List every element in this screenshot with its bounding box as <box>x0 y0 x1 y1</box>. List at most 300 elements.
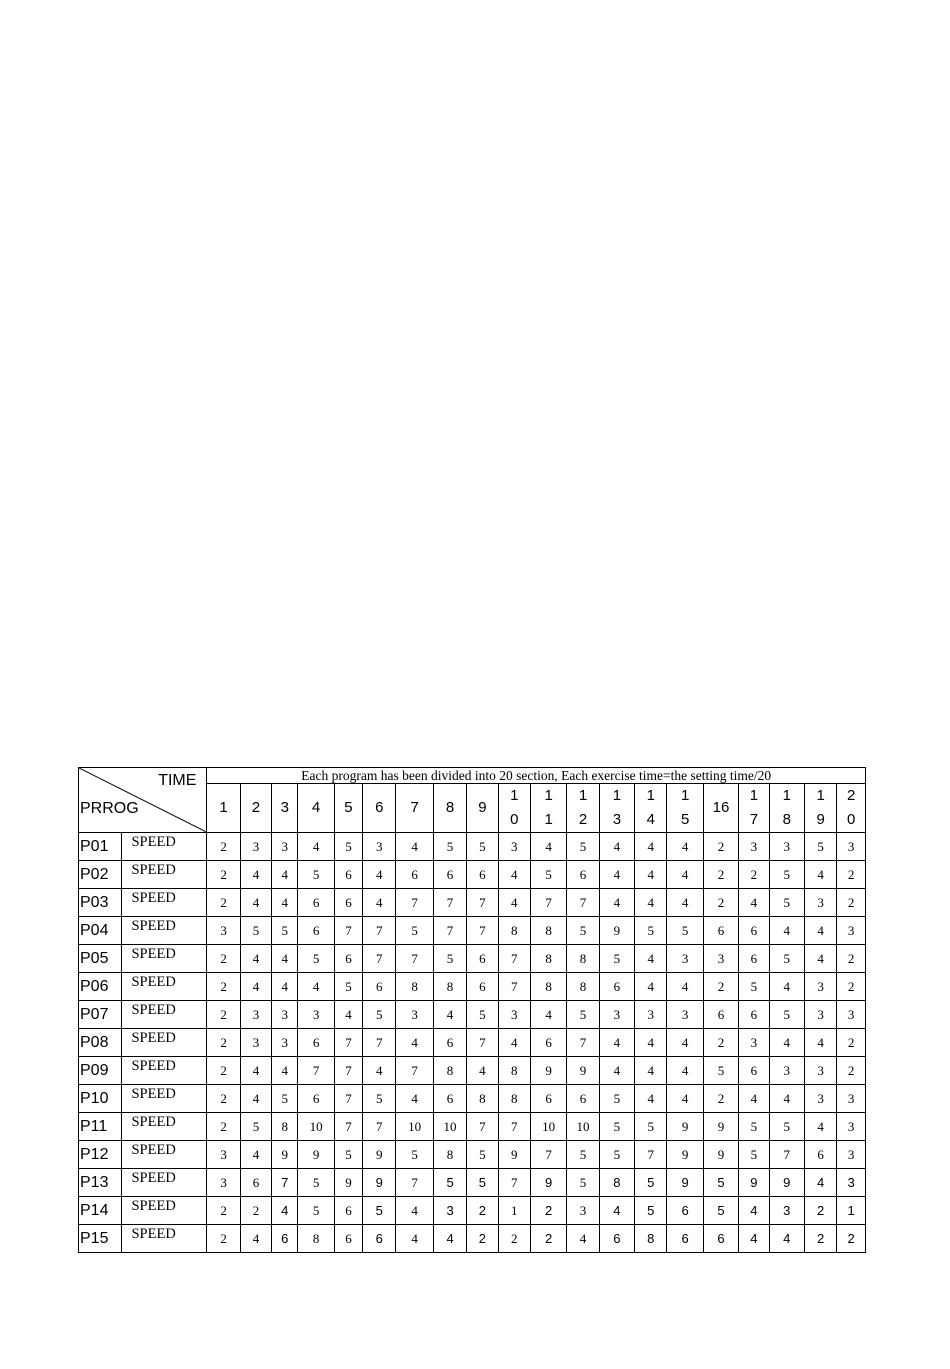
speed-value: 9 <box>769 1169 804 1197</box>
speed-value: 3 <box>567 1197 599 1225</box>
speed-value: 4 <box>635 833 667 861</box>
speed-value: 5 <box>703 1057 738 1085</box>
speed-value: 2 <box>837 1057 866 1085</box>
speed-value: 4 <box>240 945 271 973</box>
speed-value: 6 <box>433 861 466 889</box>
speed-value: 6 <box>567 1085 599 1113</box>
speed-value: 9 <box>272 1141 298 1169</box>
speed-value: 4 <box>298 833 334 861</box>
section-header <box>599 784 634 833</box>
program-id: P10 <box>79 1085 122 1113</box>
speed-label: SPEED <box>122 889 207 917</box>
program-id: P04 <box>79 917 122 945</box>
speed-value: 4 <box>599 861 634 889</box>
speed-value: 3 <box>837 1113 866 1141</box>
speed-value: 5 <box>769 1113 804 1141</box>
speed-value: 7 <box>498 945 530 973</box>
speed-value: 4 <box>667 1057 703 1085</box>
speed-value: 2 <box>703 1085 738 1113</box>
speed-value: 5 <box>804 833 836 861</box>
speed-value: 4 <box>272 1057 298 1085</box>
speed-value: 9 <box>667 1169 703 1197</box>
speed-value: 4 <box>530 833 566 861</box>
speed-value: 2 <box>467 1197 498 1225</box>
speed-value: 4 <box>396 833 433 861</box>
speed-value: 7 <box>467 889 498 917</box>
section-header <box>635 784 667 833</box>
speed-value: 3 <box>804 973 836 1001</box>
speed-value: 8 <box>498 917 530 945</box>
speed-value: 8 <box>498 1057 530 1085</box>
speed-value: 2 <box>530 1225 566 1253</box>
speed-value: 5 <box>567 1141 599 1169</box>
speed-value: 3 <box>635 1001 667 1029</box>
speed-value: 2 <box>207 861 240 889</box>
speed-value: 4 <box>635 945 667 973</box>
speed-value: 9 <box>739 1169 769 1197</box>
speed-value: 9 <box>530 1057 566 1085</box>
speed-value: 8 <box>567 945 599 973</box>
speed-value: 6 <box>334 1225 362 1253</box>
speed-value: 5 <box>567 1001 599 1029</box>
speed-value: 4 <box>804 1113 836 1141</box>
section-header <box>433 784 466 833</box>
speed-value: 3 <box>240 1001 271 1029</box>
speed-value: 4 <box>240 1085 271 1113</box>
speed-value: 5 <box>334 1141 362 1169</box>
speed-value: 5 <box>567 833 599 861</box>
speed-value: 6 <box>363 973 396 1001</box>
speed-value: 4 <box>567 1225 599 1253</box>
section-header <box>298 784 334 833</box>
section-header <box>703 784 738 833</box>
speed-value: 8 <box>272 1113 298 1141</box>
section-digit: 9 <box>816 811 825 828</box>
speed-value: 3 <box>837 1001 866 1029</box>
table-row <box>79 1001 866 1029</box>
speed-value: 10 <box>298 1113 334 1141</box>
speed-value: 5 <box>667 917 703 945</box>
speed-value: 4 <box>396 1225 433 1253</box>
speed-value: 2 <box>837 861 866 889</box>
section-digit: 5 <box>680 811 690 828</box>
speed-value: 4 <box>240 973 271 1001</box>
speed-value: 7 <box>530 1141 566 1169</box>
table-row <box>79 1197 866 1225</box>
speed-value: 3 <box>837 917 866 945</box>
speed-value: 1 <box>498 1197 530 1225</box>
program-axis-label: PRROG <box>80 800 139 817</box>
speed-value: 2 <box>207 1029 240 1057</box>
speed-value: 4 <box>396 1197 433 1225</box>
speed-value: 7 <box>498 973 530 1001</box>
speed-label: SPEED <box>122 1141 207 1169</box>
speed-value: 6 <box>667 1225 703 1253</box>
speed-value: 9 <box>667 1141 703 1169</box>
section-digit: 0 <box>846 811 856 828</box>
speed-value: 7 <box>334 1085 362 1113</box>
speed-value: 8 <box>567 973 599 1001</box>
speed-value: 2 <box>837 1029 866 1057</box>
speed-value: 2 <box>207 833 240 861</box>
section-header <box>467 784 498 833</box>
speed-value: 4 <box>433 1001 466 1029</box>
speed-value: 4 <box>599 889 634 917</box>
speed-value: 5 <box>240 1113 271 1141</box>
speed-value: 6 <box>334 889 362 917</box>
speed-value: 2 <box>703 833 738 861</box>
speed-value: 7 <box>433 889 466 917</box>
speed-value: 7 <box>298 1057 334 1085</box>
speed-value: 7 <box>334 1113 362 1141</box>
section-digit: 2 <box>251 799 261 816</box>
program-id: P13 <box>79 1169 122 1197</box>
speed-value: 5 <box>334 833 362 861</box>
speed-value: 9 <box>703 1113 738 1141</box>
speed-value: 5 <box>739 1113 769 1141</box>
speed-value: 6 <box>530 1085 566 1113</box>
speed-value: 4 <box>769 973 804 1001</box>
section-digit: 1 <box>578 787 588 804</box>
speed-value: 8 <box>433 1057 466 1085</box>
speed-value: 5 <box>599 1085 634 1113</box>
speed-value: 5 <box>467 1141 498 1169</box>
speed-value: 6 <box>298 889 334 917</box>
speed-value: 4 <box>739 1225 769 1253</box>
section-header <box>837 784 866 833</box>
table-row <box>79 1169 866 1197</box>
speed-value: 9 <box>363 1169 396 1197</box>
speed-value: 3 <box>240 833 271 861</box>
speed-value: 4 <box>667 1085 703 1113</box>
speed-value: 2 <box>739 861 769 889</box>
speed-value: 5 <box>635 917 667 945</box>
program-id: P06 <box>79 973 122 1001</box>
speed-value: 3 <box>396 1001 433 1029</box>
section-header <box>567 784 599 833</box>
speed-value: 5 <box>334 973 362 1001</box>
section-header <box>396 784 433 833</box>
time-axis-label: TIME <box>158 772 197 789</box>
speed-value: 8 <box>433 1141 466 1169</box>
speed-value: 5 <box>298 1169 334 1197</box>
section-header <box>272 784 298 833</box>
speed-value: 2 <box>804 1225 836 1253</box>
speed-value: 3 <box>363 833 396 861</box>
speed-value: 3 <box>703 945 738 973</box>
speed-value: 4 <box>769 917 804 945</box>
speed-value: 5 <box>298 861 334 889</box>
speed-value: 5 <box>467 1001 498 1029</box>
speed-value: 5 <box>635 1197 667 1225</box>
table-row <box>79 833 866 861</box>
speed-value: 3 <box>837 1141 866 1169</box>
speed-value: 5 <box>467 1169 498 1197</box>
speed-value: 5 <box>272 1085 298 1113</box>
speed-value: 6 <box>334 945 362 973</box>
speed-value: 4 <box>298 973 334 1001</box>
section-digit: 8 <box>782 811 791 828</box>
speed-value: 8 <box>433 973 466 1001</box>
speed-value: 4 <box>396 1029 433 1057</box>
speed-value: 8 <box>530 945 566 973</box>
speed-value: 3 <box>769 833 804 861</box>
speed-value: 4 <box>769 1225 804 1253</box>
speed-value: 2 <box>207 889 240 917</box>
speed-value: 3 <box>240 1029 271 1057</box>
speed-value: 3 <box>599 1001 634 1029</box>
speed-value: 3 <box>207 1141 240 1169</box>
speed-label: SPEED <box>122 1029 207 1057</box>
speed-value: 7 <box>498 1113 530 1141</box>
section-digit: 2 <box>578 811 588 828</box>
section-digit: 1 <box>544 787 553 804</box>
speed-label: SPEED <box>122 1197 207 1225</box>
speed-value: 8 <box>599 1169 634 1197</box>
speed-value: 4 <box>363 1057 396 1085</box>
speed-value: 7 <box>396 1057 433 1085</box>
speed-value: 4 <box>635 1029 667 1057</box>
speed-value: 6 <box>567 861 599 889</box>
speed-value: 5 <box>739 1141 769 1169</box>
speed-value: 9 <box>498 1141 530 1169</box>
speed-label: SPEED <box>122 1057 207 1085</box>
speed-value: 6 <box>298 1085 334 1113</box>
speed-value: 7 <box>769 1141 804 1169</box>
speed-value: 6 <box>272 1225 298 1253</box>
speed-value: 5 <box>567 1169 599 1197</box>
speed-value: 4 <box>334 1001 362 1029</box>
section-digit: 1 <box>782 787 791 804</box>
speed-value: 7 <box>635 1141 667 1169</box>
table-row <box>79 1225 866 1253</box>
speed-value: 9 <box>530 1169 566 1197</box>
speed-value: 5 <box>363 1085 396 1113</box>
speed-value: 6 <box>739 1001 769 1029</box>
speed-label: SPEED <box>122 1085 207 1113</box>
program-id: P08 <box>79 1029 122 1057</box>
table-row <box>79 889 866 917</box>
speed-value: 4 <box>599 1057 634 1085</box>
speed-value: 7 <box>467 917 498 945</box>
speed-value: 5 <box>635 1113 667 1141</box>
speed-value: 2 <box>498 1225 530 1253</box>
speed-value: 5 <box>703 1197 738 1225</box>
speed-value: 4 <box>739 1085 769 1113</box>
speed-value: 5 <box>240 917 271 945</box>
speed-value: 2 <box>530 1197 566 1225</box>
speed-value: 9 <box>567 1057 599 1085</box>
table-row <box>79 1113 866 1141</box>
speed-value: 5 <box>530 861 566 889</box>
speed-value: 3 <box>298 1001 334 1029</box>
speed-value: 4 <box>599 1029 634 1057</box>
speed-value: 4 <box>635 973 667 1001</box>
speed-value: 10 <box>530 1113 566 1141</box>
speed-value: 6 <box>739 1057 769 1085</box>
speed-value: 9 <box>363 1141 396 1169</box>
speed-value: 4 <box>804 917 836 945</box>
speed-value: 4 <box>635 861 667 889</box>
speed-label: SPEED <box>122 945 207 973</box>
speed-value: 5 <box>703 1169 738 1197</box>
speed-value: 5 <box>635 1169 667 1197</box>
speed-value: 7 <box>567 1029 599 1057</box>
speed-value: 5 <box>272 917 298 945</box>
speed-value: 6 <box>703 917 738 945</box>
speed-value: 7 <box>334 917 362 945</box>
speed-value: 2 <box>703 889 738 917</box>
speed-value: 2 <box>207 1085 240 1113</box>
speed-label: SPEED <box>122 833 207 861</box>
speed-value: 6 <box>396 861 433 889</box>
section-header <box>667 784 703 833</box>
speed-value: 7 <box>363 1029 396 1057</box>
speed-value: 6 <box>599 1225 634 1253</box>
speed-label: SPEED <box>122 1225 207 1253</box>
speed-value: 5 <box>599 1113 634 1141</box>
speed-value: 2 <box>207 1001 240 1029</box>
table-row <box>79 917 866 945</box>
speed-value: 4 <box>599 1197 634 1225</box>
speed-value: 4 <box>635 1085 667 1113</box>
speed-value: 2 <box>207 1225 240 1253</box>
section-digit: 1 <box>612 787 622 804</box>
speed-value: 8 <box>530 917 566 945</box>
speed-label: SPEED <box>122 1113 207 1141</box>
speed-value: 4 <box>498 1029 530 1057</box>
speed-value: 6 <box>240 1169 271 1197</box>
speed-value: 9 <box>334 1169 362 1197</box>
section-digit: 4 <box>646 811 655 828</box>
speed-value: 6 <box>739 917 769 945</box>
speed-value: 5 <box>599 1141 634 1169</box>
speed-value: 5 <box>769 889 804 917</box>
speed-value: 4 <box>363 861 396 889</box>
speed-value: 5 <box>433 1169 466 1197</box>
speed-value: 7 <box>567 889 599 917</box>
speed-value: 2 <box>837 945 866 973</box>
section-digit: 1 <box>816 787 825 804</box>
speed-value: 4 <box>769 1029 804 1057</box>
speed-value: 4 <box>667 889 703 917</box>
speed-value: 6 <box>334 1197 362 1225</box>
speed-value: 3 <box>837 1169 866 1197</box>
speed-value: 6 <box>599 973 634 1001</box>
speed-value: 4 <box>467 1057 498 1085</box>
speed-value: 3 <box>667 945 703 973</box>
speed-value: 3 <box>207 917 240 945</box>
speed-value: 5 <box>739 973 769 1001</box>
speed-value: 4 <box>804 945 836 973</box>
speed-value: 8 <box>498 1085 530 1113</box>
speed-value: 7 <box>433 917 466 945</box>
speed-value: 4 <box>363 889 396 917</box>
speed-value: 3 <box>769 1197 804 1225</box>
speed-value: 2 <box>207 1197 240 1225</box>
speed-value: 6 <box>363 1225 396 1253</box>
speed-value: 4 <box>667 833 703 861</box>
speed-value: 5 <box>433 833 466 861</box>
speed-value: 2 <box>207 1057 240 1085</box>
speed-value: 7 <box>396 1169 433 1197</box>
speed-value: 6 <box>467 945 498 973</box>
speed-value: 4 <box>272 1197 298 1225</box>
speed-value: 3 <box>769 1057 804 1085</box>
speed-value: 4 <box>739 1197 769 1225</box>
speed-value: 10 <box>396 1113 433 1141</box>
section-digit: 3 <box>280 799 289 816</box>
speed-value: 6 <box>433 1085 466 1113</box>
speed-value: 9 <box>298 1141 334 1169</box>
program-id: P07 <box>79 1001 122 1029</box>
section-digit: 16 <box>712 799 730 816</box>
speed-value: 6 <box>739 945 769 973</box>
speed-value: 2 <box>703 973 738 1001</box>
speed-label: SPEED <box>122 1169 207 1197</box>
program-id: P02 <box>79 861 122 889</box>
speed-value: 5 <box>567 917 599 945</box>
speed-value: 3 <box>837 1085 866 1113</box>
speed-value: 8 <box>635 1225 667 1253</box>
table-row <box>79 1029 866 1057</box>
speed-value: 4 <box>769 1085 804 1113</box>
speed-value: 3 <box>804 889 836 917</box>
program-id: P01 <box>79 833 122 861</box>
speed-value: 4 <box>240 1225 271 1253</box>
speed-value: 5 <box>396 917 433 945</box>
speed-value: 3 <box>739 1029 769 1057</box>
speed-value: 2 <box>837 973 866 1001</box>
program-id: P09 <box>79 1057 122 1085</box>
section-digit: 7 <box>410 799 419 816</box>
program-id: P03 <box>79 889 122 917</box>
speed-value: 4 <box>240 889 271 917</box>
speed-value: 3 <box>272 833 298 861</box>
speed-value: 4 <box>804 1029 836 1057</box>
speed-value: 6 <box>467 861 498 889</box>
speed-value: 7 <box>467 1029 498 1057</box>
speed-value: 8 <box>530 973 566 1001</box>
speed-value: 5 <box>769 861 804 889</box>
speed-label: SPEED <box>122 861 207 889</box>
speed-value: 6 <box>433 1029 466 1057</box>
speed-value: 6 <box>530 1029 566 1057</box>
table-caption: Each program has been divided into 20 section, Each exercise time=the setting time/20 <box>207 768 866 784</box>
speed-value: 6 <box>667 1197 703 1225</box>
speed-value: 7 <box>498 1169 530 1197</box>
program-id: P11 <box>79 1113 122 1141</box>
speed-value: 5 <box>599 945 634 973</box>
speed-value: 6 <box>334 861 362 889</box>
speed-value: 6 <box>298 1029 334 1057</box>
speed-value: 7 <box>530 889 566 917</box>
section-digit: 1 <box>646 787 655 804</box>
section-header <box>739 784 769 833</box>
speed-value: 2 <box>703 861 738 889</box>
section-digit: 4 <box>311 799 321 816</box>
program-id: P12 <box>79 1141 122 1169</box>
section-header <box>363 784 396 833</box>
section-digit: 0 <box>510 811 519 828</box>
table-corner-header <box>79 768 207 833</box>
speed-value: 8 <box>298 1225 334 1253</box>
speed-value: 4 <box>804 1169 836 1197</box>
table-row <box>79 1141 866 1169</box>
speed-value: 2 <box>837 1225 866 1253</box>
program-id: P05 <box>79 945 122 973</box>
speed-value: 4 <box>804 861 836 889</box>
